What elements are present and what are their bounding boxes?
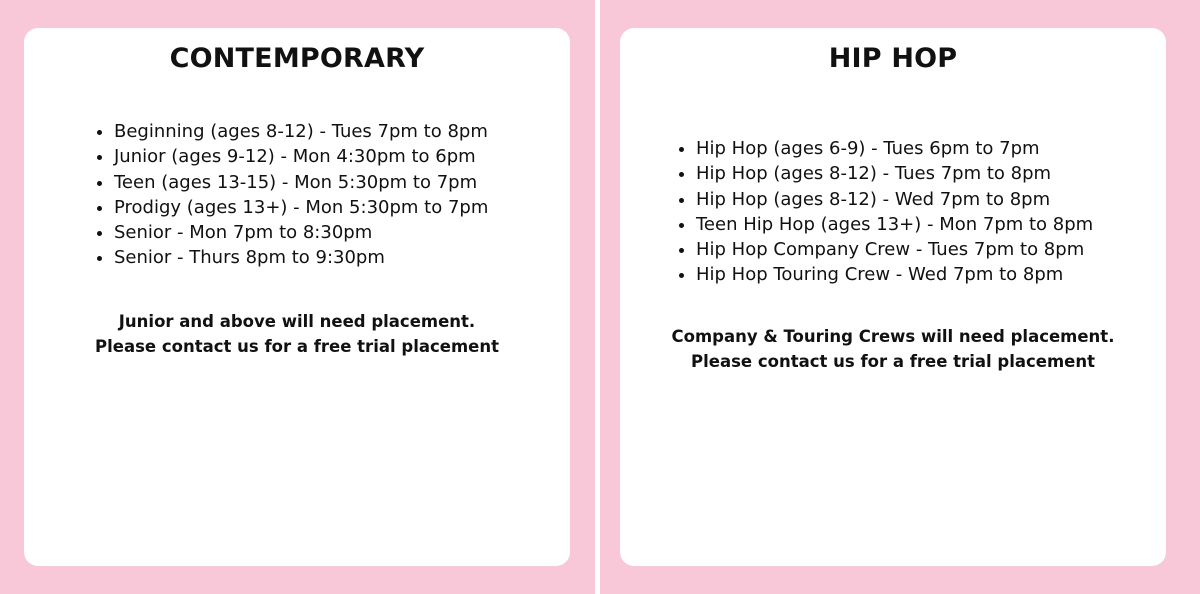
class-item: • Hip Hop (ages 8-12) - Wed 7pm to 8pm [696, 187, 1093, 212]
contemporary-title: CONTEMPORARY [169, 43, 425, 74]
hiphop-placement-note [620, 324, 1166, 374]
class-item: • Beginning (ages 8-12) - Tues 7pm to 8pm [114, 119, 488, 144]
placement-note-line: Please contact us for a free trial placement [691, 352, 1095, 371]
class-item: • Junior (ages 9-12) - Mon 4:30pm to 6pm [114, 144, 488, 169]
hiphop-card [620, 28, 1166, 566]
placement-note-line: Company & Touring Crews will need placement. [671, 327, 1115, 346]
class-item: • Hip Hop (ages 6-9) - Tues 6pm to 7pm [696, 136, 1093, 161]
placement-note-line: Junior and above will need placement. [118, 312, 476, 331]
contemporary-placement-note [24, 309, 570, 359]
class-item: • Teen (ages 13-15) - Mon 5:30pm to 7pm [114, 170, 488, 195]
hiphop-title: HIP HOP [828, 43, 958, 74]
class-item: • Senior - Thurs 8pm to 9:30pm [114, 245, 488, 270]
class-item: • Senior - Mon 7pm to 8:30pm [114, 220, 488, 245]
contemporary-card [24, 28, 570, 566]
class-item: • Teen Hip Hop (ages 13+) - Mon 7pm to 8pm [696, 212, 1093, 237]
class-item: • Hip Hop Touring Crew - Wed 7pm to 8pm [696, 262, 1093, 287]
class-item: • Hip Hop Company Crew - Tues 7pm to 8pm [696, 237, 1093, 262]
hiphop-panel [600, 0, 1200, 594]
class-item: • Prodigy (ages 13+) - Mon 5:30pm to 7pm [114, 195, 488, 220]
placement-note-line: Please contact us for a free trial placement [95, 337, 499, 356]
class-item: • Hip Hop (ages 8-12) - Tues 7pm to 8pm [696, 161, 1093, 186]
contemporary-panel [0, 0, 595, 594]
hiphop-class-list [676, 136, 1093, 288]
contemporary-class-list [94, 119, 488, 271]
